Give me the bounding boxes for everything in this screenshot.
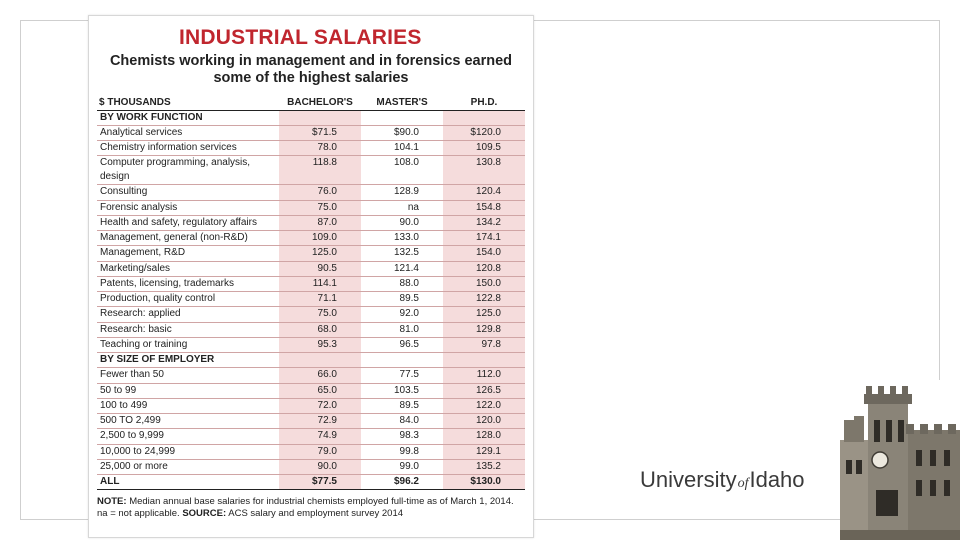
note-label: NOTE: (97, 496, 127, 508)
section-empty-cell (361, 353, 443, 368)
masters-value: 96.5 (361, 337, 443, 352)
bachelors-value: 79.0 (279, 444, 361, 459)
table-row (97, 185, 525, 200)
phd-value: 154.8 (443, 200, 525, 215)
table-row (97, 459, 525, 474)
row-label: ALL (97, 475, 279, 490)
table-row (97, 276, 525, 291)
table-row (97, 125, 525, 140)
table-subtitle (97, 53, 525, 87)
bachelors-value: 72.9 (279, 414, 361, 429)
col-header-phd: PH.D. (443, 96, 525, 110)
phd-value: 126.5 (443, 383, 525, 398)
bachelors-value: 95.3 (279, 337, 361, 352)
row-label: Management, general (non-R&D) (97, 231, 279, 246)
section-empty-cell (279, 353, 361, 368)
bachelors-value: 74.9 (279, 429, 361, 444)
masters-value: $90.0 (361, 125, 443, 140)
table-row (97, 368, 525, 383)
row-label: Fewer than 50 (97, 368, 279, 383)
row-label: 500 TO 2,499 (97, 414, 279, 429)
row-label: 25,000 or more (97, 459, 279, 474)
logo-of: of (737, 476, 749, 491)
bachelors-value: 87.0 (279, 215, 361, 230)
row-label: Management, R&D (97, 246, 279, 261)
bachelors-value: 118.8 (279, 156, 361, 185)
phd-value: 174.1 (443, 231, 525, 246)
masters-value: 99.0 (361, 459, 443, 474)
bachelors-value: 68.0 (279, 322, 361, 337)
phd-value: 120.8 (443, 261, 525, 276)
col-header-thousands: $ THOUSANDS (97, 96, 279, 110)
table-row (97, 141, 525, 156)
bachelors-value: 90.0 (279, 459, 361, 474)
phd-value: $120.0 (443, 125, 525, 140)
masters-value: 133.0 (361, 231, 443, 246)
phd-value: 154.0 (443, 246, 525, 261)
phd-value: 135.2 (443, 459, 525, 474)
section-empty-cell (361, 110, 443, 125)
masters-value: 84.0 (361, 414, 443, 429)
bachelors-value: 125.0 (279, 246, 361, 261)
row-label: 2,500 to 9,999 (97, 429, 279, 444)
salary-table-document (88, 15, 534, 538)
table-row (97, 215, 525, 230)
bachelors-value: $77.5 (279, 475, 361, 490)
section-label: BY SIZE OF EMPLOYER (97, 353, 279, 368)
masters-value: 132.5 (361, 246, 443, 261)
phd-value: 109.5 (443, 141, 525, 156)
note-text: Median annual base salaries for industrial chemists employed full-time as of March 1, 2014. na = not applicable. (97, 496, 514, 520)
phd-value: 125.0 (443, 307, 525, 322)
masters-value: 90.0 (361, 215, 443, 230)
table-note (97, 496, 525, 520)
bachelors-value: 78.0 (279, 141, 361, 156)
bachelors-value: 75.0 (279, 200, 361, 215)
row-label: 10,000 to 24,999 (97, 444, 279, 459)
phd-value: 112.0 (443, 368, 525, 383)
phd-value: 129.8 (443, 322, 525, 337)
col-header-bachelors: BACHELOR'S (279, 96, 361, 110)
row-label: Computer programming, analysis, design (97, 156, 279, 185)
table-row (97, 246, 525, 261)
masters-value: 108.0 (361, 156, 443, 185)
masters-value: $96.2 (361, 475, 443, 490)
masters-value: 128.9 (361, 185, 443, 200)
subtitle-line-1: Chemists working in management and in forensics earned (109, 53, 513, 69)
bachelors-value: 90.5 (279, 261, 361, 276)
section-empty-cell (443, 353, 525, 368)
masters-value: 98.3 (361, 429, 443, 444)
section-header-row (97, 353, 525, 368)
table-header-row (97, 96, 525, 110)
masters-value: 104.1 (361, 141, 443, 156)
phd-value: 128.0 (443, 429, 525, 444)
bachelors-value: 72.0 (279, 398, 361, 413)
row-label: Research: applied (97, 307, 279, 322)
section-header-row (97, 110, 525, 125)
section-empty-cell (279, 110, 361, 125)
masters-value: na (361, 200, 443, 215)
phd-value: 150.0 (443, 276, 525, 291)
table-row (97, 200, 525, 215)
masters-value: 99.8 (361, 444, 443, 459)
bachelors-value: 114.1 (279, 276, 361, 291)
phd-value: 134.2 (443, 215, 525, 230)
masters-value: 88.0 (361, 276, 443, 291)
source-text: ACS salary and employment survey 2014 (228, 508, 404, 520)
table-row (97, 383, 525, 398)
table-body (97, 110, 525, 490)
bachelors-value: 109.0 (279, 231, 361, 246)
phd-value: 122.8 (443, 292, 525, 307)
logo-idaho: Idaho (749, 467, 805, 492)
bachelors-value: 71.1 (279, 292, 361, 307)
table-row (97, 414, 525, 429)
row-label: Patents, licensing, trademarks (97, 276, 279, 291)
phd-value: 120.4 (443, 185, 525, 200)
row-label: Marketing/sales (97, 261, 279, 276)
phd-value: 129.1 (443, 444, 525, 459)
row-label: Production, quality control (97, 292, 279, 307)
row-label: Health and safety, regulatory affairs (97, 215, 279, 230)
subtitle-line-2: some of the highest salaries (213, 70, 409, 86)
administration-building-image (840, 380, 960, 540)
table-row (97, 261, 525, 276)
phd-value: 97.8 (443, 337, 525, 352)
university-logo (640, 467, 805, 493)
section-label: BY WORK FUNCTION (97, 110, 279, 125)
table-row (97, 292, 525, 307)
phd-value: $130.0 (443, 475, 525, 490)
bachelors-value: 66.0 (279, 368, 361, 383)
logo-university: University (640, 467, 737, 492)
row-label: Teaching or training (97, 337, 279, 352)
masters-value: 103.5 (361, 383, 443, 398)
masters-value: 89.5 (361, 398, 443, 413)
masters-value: 121.4 (361, 261, 443, 276)
table-row (97, 231, 525, 246)
table-row (97, 337, 525, 352)
phd-value: 120.0 (443, 414, 525, 429)
row-label: 50 to 99 (97, 383, 279, 398)
total-row (97, 475, 525, 490)
masters-value: 89.5 (361, 292, 443, 307)
table-row (97, 429, 525, 444)
phd-value: 122.0 (443, 398, 525, 413)
section-empty-cell (443, 110, 525, 125)
row-label: Analytical services (97, 125, 279, 140)
masters-value: 77.5 (361, 368, 443, 383)
table-row (97, 398, 525, 413)
row-label: 100 to 499 (97, 398, 279, 413)
table-row (97, 444, 525, 459)
table-row (97, 322, 525, 337)
table-title: INDUSTRIAL SALARIES (179, 26, 422, 49)
row-label: Consulting (97, 185, 279, 200)
bachelors-value: $71.5 (279, 125, 361, 140)
phd-value: 130.8 (443, 156, 525, 185)
col-header-masters: MASTER'S (361, 96, 443, 110)
bachelors-value: 76.0 (279, 185, 361, 200)
bachelors-value: 65.0 (279, 383, 361, 398)
table-row (97, 156, 525, 185)
source-label: SOURCE: (182, 508, 227, 520)
row-label: Research: basic (97, 322, 279, 337)
masters-value: 92.0 (361, 307, 443, 322)
bachelors-value: 75.0 (279, 307, 361, 322)
salary-table (97, 96, 525, 490)
row-label: Forensic analysis (97, 200, 279, 215)
table-row (97, 307, 525, 322)
row-label: Chemistry information services (97, 141, 279, 156)
masters-value: 81.0 (361, 322, 443, 337)
